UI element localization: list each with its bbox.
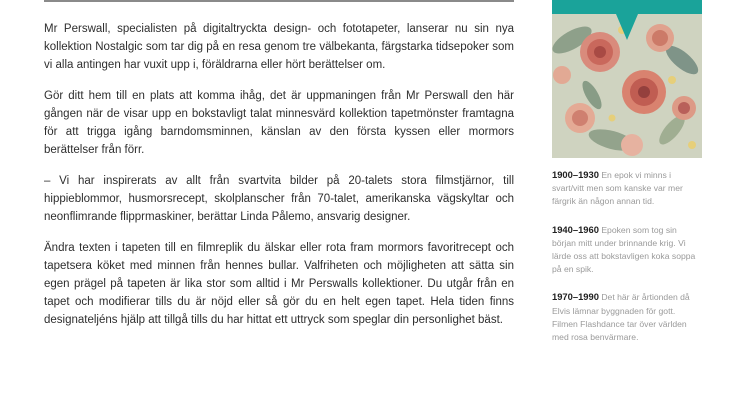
article-body xyxy=(44,20,514,342)
era-1900-1930 xyxy=(552,168,702,209)
article-paragraph-1: Mr Perswall, specialisten på digitaltryckta design- och fototapeter, lanserar nu sin nya kollektion Nostalgic som tar dig på en resa genom tre välbekanta, färgstarka tidsepoker som vi alla antingen har vuxit upp i, föräldrarna eller hört berättelser om. xyxy=(44,23,514,71)
article-paragraph-2: Gör ditt hem till en plats att komma ihåg, det är uppmaningen från Mr Perswall den här gången när de visar upp en bokstavligt talat minnesvärd kollektion tapetmönster framtagna för att trigga igång barndomsminnen, känslan av den första kyssen eller mormors berättelser från förr. xyxy=(44,90,514,156)
article-paragraph-3: – Vi har inspirerats av allt från svartvita bilder på 20-talets stora filmstjärnor, till hippieblommor, husmorsrecept, skolplanscher från 70-talet, amerikanska vägskyltar och neonflimrande flipprmaskiner, berättar Linda Pålemo, ansvarig designer. xyxy=(44,175,514,223)
article-paragraph-4: Ändra texten i tapeten till en filmreplik du älskar eller rota fram mormors favoritrecept och tapetsera köket med minnen från hennes bullar. Valfriheten och möjligheten att sätta sin egen prägel på tapeten är lika stor som alltid i Mr Perswalls kollektioner. Du utgår från en tapet och modifierar tills du är nöjd eller så gör du en helt egen tapet. Hela tiden finns designateljéns hjälp att tillgå tills du har hittat ett uttryck som speglar din personlighet bäst. xyxy=(44,242,514,326)
era-description: Det här är årtionden då Elvis lämnar byggnaden för gott. Filmen Flashdance tar över världen med rosa benvärmare. xyxy=(552,292,690,343)
top-divider xyxy=(44,0,514,2)
era-years: 1900–1930 xyxy=(552,169,599,180)
era-1970-1990 xyxy=(552,290,702,344)
era-years: 1970–1990 xyxy=(552,291,599,303)
era-description: Epoken som tog sin början mitt under brinnande krig. Vi lärde oss att bokstavligen koka soppa på en spik. xyxy=(552,224,696,275)
era-years: 1940–1960 xyxy=(552,223,599,235)
sidebar xyxy=(552,0,702,344)
era-description: En epok vi minns i svart/vitt men som kanske var mer färgrik än någon annan tid. xyxy=(552,170,683,207)
floral-wallpaper-image xyxy=(552,0,702,158)
era-1940-1960 xyxy=(552,223,702,277)
